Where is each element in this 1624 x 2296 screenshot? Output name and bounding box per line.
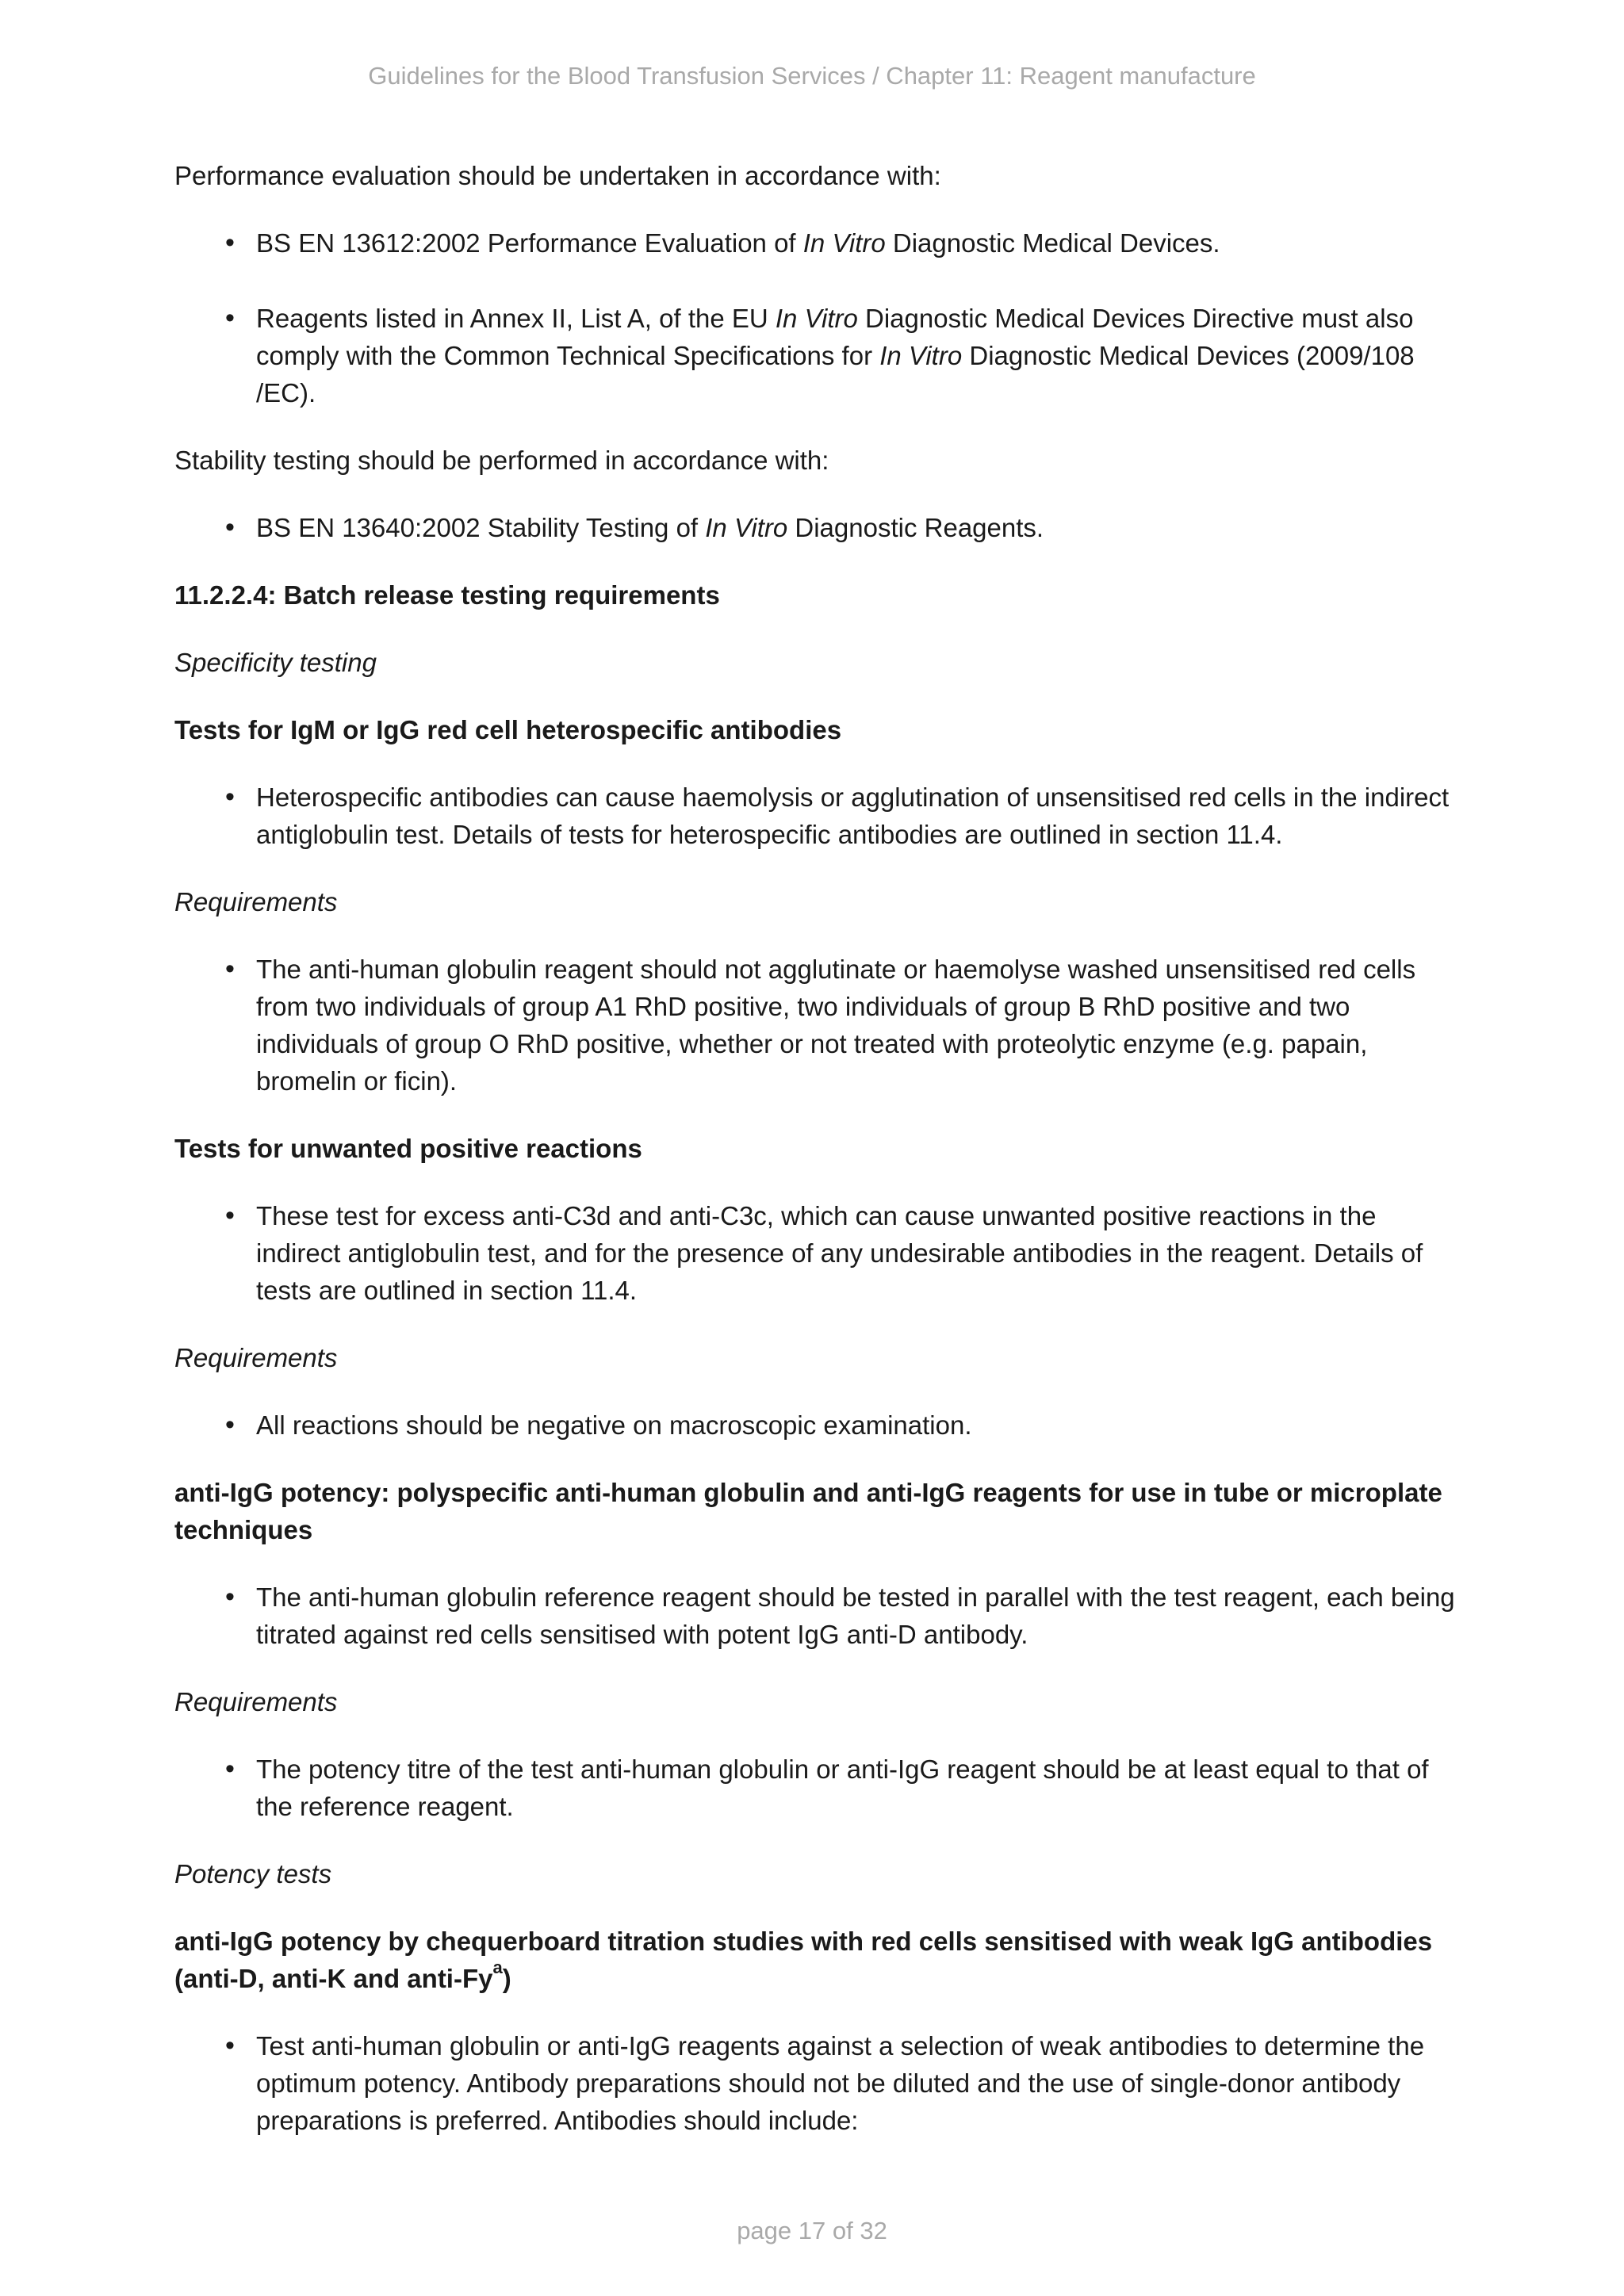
- list-item: • Heterospecific antibodies can cause haemolysis or agglutination of unsensitised red cells in the indirect antiglobulin test. Details of tests for heterospecific antibodies are outlined in section 11.4.: [174, 779, 1459, 853]
- page-number: page 17 of 32: [737, 2217, 887, 2244]
- list-item: • BS EN 13612:2002 Performance Evaluation of In Vitro Diagnostic Medical Devices.: [174, 224, 1459, 262]
- stability-standards-list: [174, 509, 1459, 546]
- subheading-specificity-testing: Specificity testing: [174, 648, 377, 677]
- heterospecific-list: [174, 779, 1459, 853]
- running-header: Guidelines for the Blood Transfusion Services / Chapter 11: Reagent manufacture: [368, 62, 1256, 90]
- bullet-icon: •: [225, 954, 235, 984]
- heading-heterospecific-antibodies: Tests for IgM or IgG red cell heterospecific antibodies: [174, 715, 842, 744]
- heading-anti-igg-potency: anti-IgG potency: polyspecific anti-human globulin and anti-IgG reagents for use in tube or microplate techniques: [174, 1478, 1442, 1544]
- bullet-icon: •: [225, 303, 235, 333]
- heading-unwanted-positive-reactions: Tests for unwanted positive reactions: [174, 1134, 642, 1163]
- list-item: • Test anti-human globulin or anti-IgG reagents against a selection of weak antibodies to determine the optimum potency. Antibody preparations should not be diluted and the use of single-donor antibody preparations is preferred. Antibodies should include:: [174, 2027, 1459, 2139]
- list-item: • The anti-human globulin reagent should not agglutinate or haemolyse washed unsensitised red cells from two individuals of group A1 RhD positive, two individuals of group B RhD positive and two individuals of group O RhD positive, whether or not treated with proteolytic enzyme (e.g. papain, bromelin or ficin).: [174, 951, 1459, 1100]
- bullet-icon: •: [225, 1582, 235, 1612]
- bullet-icon: •: [225, 228, 235, 258]
- chequerboard-list: [174, 2027, 1459, 2139]
- list-item: • All reactions should be negative on macroscopic examination.: [174, 1406, 1459, 1444]
- bullet-icon: •: [225, 1200, 235, 1230]
- unwanted-requirements-list: [174, 1406, 1459, 1444]
- subheading-requirements: Requirements: [174, 887, 338, 916]
- list-item: • The potency titre of the test anti-human globulin or anti-IgG reagent should be at least equal to that of the reference reagent.: [174, 1751, 1459, 1825]
- bullet-icon: •: [225, 2030, 235, 2061]
- heading-chequerboard-titration: anti-IgG potency by chequerboard titration studies with red cells sensitised with weak IgG antibodies (anti-D, anti-K and anti-Fy$^a$): [174, 1927, 1433, 1993]
- paragraph-stability-testing: Stability testing should be performed in accordance with:: [174, 446, 829, 475]
- subheading-requirements: Requirements: [174, 1343, 338, 1372]
- list-item: • The anti-human globulin reference reagent should be tested in parallel with the test reagent, each being titrated against red cells sensitised with potent IgG anti-D antibody.: [174, 1578, 1459, 1653]
- subheading-requirements: Requirements: [174, 1687, 338, 1716]
- heterospecific-requirements-list: [174, 951, 1459, 1100]
- section-heading-batch-release: 11.2.2.4: Batch release testing requirements: [174, 580, 720, 610]
- list-item: • BS EN 13640:2002 Stability Testing of In Vitro Diagnostic Reagents.: [174, 509, 1459, 546]
- bullet-icon: •: [225, 1410, 235, 1440]
- subheading-potency-tests: Potency tests: [174, 1859, 332, 1888]
- performance-standards-list: [174, 224, 1459, 411]
- paragraph-performance-evaluation: Performance evaluation should be undertaken in accordance with:: [174, 161, 941, 190]
- bullet-icon: •: [225, 782, 235, 812]
- unwanted-reactions-list: [174, 1197, 1459, 1309]
- anti-igg-potency-list: [174, 1578, 1459, 1653]
- bullet-icon: •: [225, 512, 235, 542]
- document-body: [174, 157, 1459, 2169]
- potency-requirements-list: [174, 1751, 1459, 1825]
- bullet-icon: •: [225, 1754, 235, 1784]
- list-item: • These test for excess anti-C3d and anti-C3c, which can cause unwanted positive reactions in the indirect antiglobulin test, and for the presence of any undesirable antibodies in the reagent. Details of tests are outlined in section 11.4.: [174, 1197, 1459, 1309]
- list-item: • Reagents listed in Annex II, List A, of the EU In Vitro Diagnostic Medical Devices Directive must also comply with the Common Technical Specifications for In Vitro Diagnostic Medical Devices (2009/108 /EC).: [174, 300, 1459, 411]
